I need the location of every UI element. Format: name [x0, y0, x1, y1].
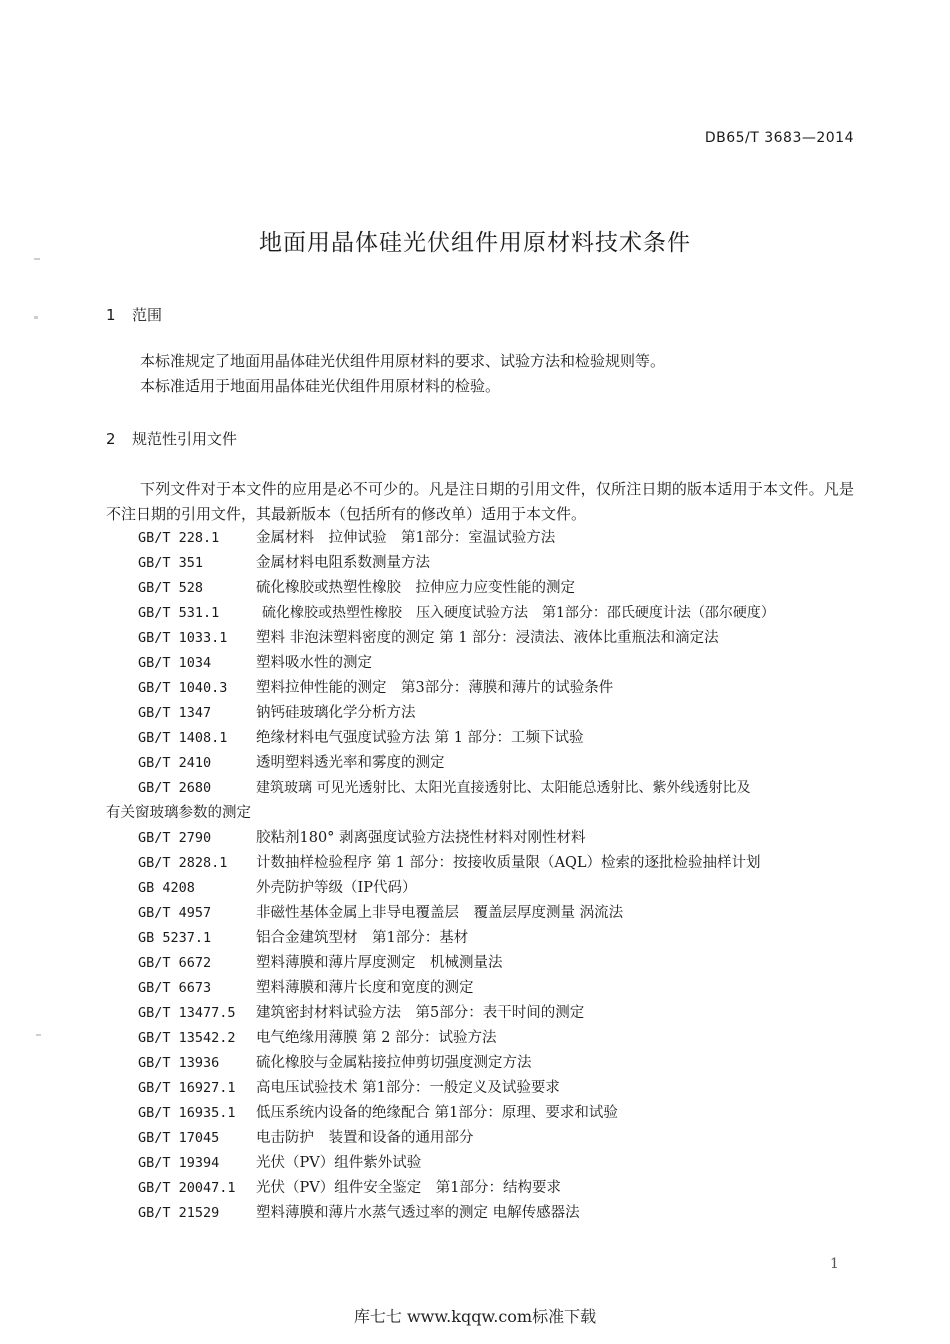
reference-code: GB/T 228.1	[138, 530, 220, 546]
reference-item	[106, 551, 866, 576]
reference-code: GB/T 351	[138, 555, 204, 571]
paragraph: 下列文件对于本文件的应用是必不可少的。凡是注日期的引用文件，仅所注日期的版本适用于本文件。凡是不注日期的引用文件，其最新版本（包括所有的修改单）适用于本文件。	[106, 480, 854, 523]
reference-code: GB/T 17045	[138, 1130, 220, 1146]
reference-code: GB/T 13936	[138, 1055, 220, 1071]
section-heading-scope	[106, 304, 162, 325]
reference-code: GB/T 2790	[138, 830, 212, 846]
reference-code: GB/T 16927.1	[138, 1080, 236, 1096]
footer-watermark-link[interactable]: 库七七 www.kqqw.com标准下载	[353, 1307, 597, 1326]
reference-code: GB/T 2680	[138, 780, 212, 796]
reference-item	[106, 626, 866, 651]
reference-title: 硫化橡胶与金属粘接拉伸剪切强度测定方法	[256, 1055, 532, 1071]
reference-item	[106, 1001, 866, 1026]
references-intro	[106, 477, 854, 527]
reference-code: GB/T 6672	[138, 955, 212, 971]
scan-edge-mark	[34, 316, 38, 319]
reference-code: GB/T 2410	[138, 755, 212, 771]
reference-item	[106, 776, 866, 801]
reference-item	[106, 701, 866, 726]
reference-code: GB/T 13477.5	[138, 1005, 236, 1021]
reference-item	[106, 526, 866, 551]
reference-title: 电击防护 装置和设备的通用部分	[256, 1130, 474, 1146]
reference-item	[106, 901, 866, 926]
reference-item	[106, 1126, 866, 1151]
reference-code: GB/T 6673	[138, 980, 212, 996]
reference-title: 光伏（PV）组件安全鉴定 第1部分：结构要求	[256, 1180, 561, 1196]
reference-title: 钠钙硅玻璃化学分析方法	[256, 705, 416, 721]
section-title: 规范性引用文件	[132, 430, 238, 448]
reference-title: 建筑密封材料试验方法 第5部分：表干时间的测定	[256, 1005, 585, 1021]
standard-code: DB65/T 3683—2014	[704, 130, 854, 146]
reference-code: GB/T 1040.3	[138, 680, 228, 696]
reference-code: GB/T 528	[138, 580, 204, 596]
reference-title: 塑料薄膜和薄片水蒸气透过率的测定 电解传感器法	[256, 1205, 580, 1221]
reference-title: 硫化橡胶或热塑性橡胶 压入硬度试验方法 第1部分：邵氏硬度计法（邵尔硬度）	[262, 605, 775, 621]
reference-item	[106, 826, 866, 851]
reference-title: 高电压试验技术 第1部分：一般定义及试验要求	[256, 1080, 560, 1096]
reference-code: GB/T 21529	[138, 1205, 220, 1221]
reference-item	[106, 1151, 866, 1176]
reference-title: 胶粘剂180° 剥离强度试验方法挠性材料对刚性材料	[256, 830, 586, 846]
reference-code: GB/T 1033.1	[138, 630, 228, 646]
reference-title: 低压系统内设备的绝缘配合 第1部分：原理、要求和试验	[256, 1105, 618, 1121]
reference-code: GB/T 1034	[138, 655, 212, 671]
reference-title: 光伏（PV）组件紫外试验	[256, 1155, 422, 1171]
scope-body	[106, 349, 854, 399]
reference-item	[106, 976, 866, 1001]
reference-title: 铝合金建筑型材 第1部分：基材	[256, 930, 469, 946]
reference-item	[106, 876, 866, 901]
reference-code: GB 5237.1	[138, 930, 212, 946]
section-number: 2	[106, 430, 116, 448]
reference-item	[106, 851, 866, 876]
paragraph: 本标准规定了地面用晶体硅光伏组件用原材料的要求、试验方法和检验规则等。	[140, 352, 666, 370]
reference-item	[106, 1026, 866, 1051]
reference-title: 塑料吸水性的测定	[256, 655, 372, 671]
reference-title: 金属材料电阻系数测量方法	[256, 555, 430, 571]
reference-item	[106, 1051, 866, 1076]
reference-list	[106, 526, 866, 1226]
reference-code: GB/T 531.1	[138, 605, 220, 621]
reference-item	[106, 651, 866, 676]
reference-title: 外壳防护等级（IP代码）	[256, 880, 417, 896]
reference-title: 电气绝缘用薄膜 第 2 部分：试验方法	[256, 1030, 497, 1046]
reference-item	[106, 576, 866, 601]
reference-title: 硫化橡胶或热塑性橡胶 拉伸应力应变性能的测定	[256, 580, 575, 596]
reference-item	[106, 951, 866, 976]
reference-item	[106, 1176, 866, 1201]
reference-title: 非磁性基体金属上非导电覆盖层 覆盖层厚度测量 涡流法	[256, 905, 624, 921]
reference-item	[106, 1201, 866, 1226]
reference-item	[106, 1076, 866, 1101]
paragraph: 本标准适用于地面用晶体硅光伏组件用原材料的检验。	[140, 377, 501, 395]
reference-title: 塑料薄膜和薄片长度和宽度的测定	[256, 980, 474, 996]
reference-code: GB/T 13542.2	[138, 1030, 236, 1046]
reference-title: 透明塑料透光率和雾度的测定	[256, 755, 445, 771]
reference-code: GB/T 19394	[138, 1155, 220, 1171]
reference-item	[106, 926, 866, 951]
reference-code: GB/T 1347	[138, 705, 212, 721]
reference-item	[106, 726, 866, 751]
page-number: 1	[830, 1256, 839, 1272]
section-heading-normative-references	[106, 428, 237, 449]
reference-item	[106, 1101, 866, 1126]
reference-title: 计数抽样检验程序 第 1 部分：按接收质量限（AQL）检索的逐批检验抽样计划	[256, 855, 761, 871]
reference-code: GB/T 16935.1	[138, 1105, 236, 1121]
reference-item	[106, 676, 866, 701]
reference-code: GB/T 4957	[138, 905, 212, 921]
section-number: 1	[106, 306, 116, 324]
document-title: 地面用晶体硅光伏组件用原材料技术条件	[259, 230, 691, 256]
reference-title: 绝缘材料电气强度试验方法 第 1 部分：工频下试验	[256, 730, 584, 746]
reference-title: 塑料 非泡沫塑料密度的测定 第 1 部分：浸渍法、液体比重瓶法和滴定法	[256, 630, 719, 646]
reference-title: 塑料薄膜和薄片厚度测定 机械测量法	[256, 955, 503, 971]
reference-title: 金属材料 拉伸试验 第1部分：室温试验方法	[256, 530, 556, 546]
reference-item	[106, 751, 866, 776]
reference-title-continuation: 有关窗玻璃参数的测定	[106, 805, 251, 821]
reference-title: 塑料拉伸性能的测定 第3部分：薄膜和薄片的试验条件	[256, 680, 614, 696]
reference-title: 建筑玻璃 可见光透射比、太阳光直接透射比、太阳能总透射比、紫外线透射比及	[256, 780, 751, 796]
reference-code: GB/T 2828.1	[138, 855, 228, 871]
reference-code: GB 4208	[138, 880, 195, 896]
section-title: 范围	[132, 306, 163, 324]
scan-edge-mark	[34, 258, 40, 260]
reference-code: GB/T 1408.1	[138, 730, 228, 746]
scan-edge-mark	[36, 1034, 41, 1036]
reference-item	[106, 601, 866, 626]
reference-code: GB/T 20047.1	[138, 1180, 236, 1196]
